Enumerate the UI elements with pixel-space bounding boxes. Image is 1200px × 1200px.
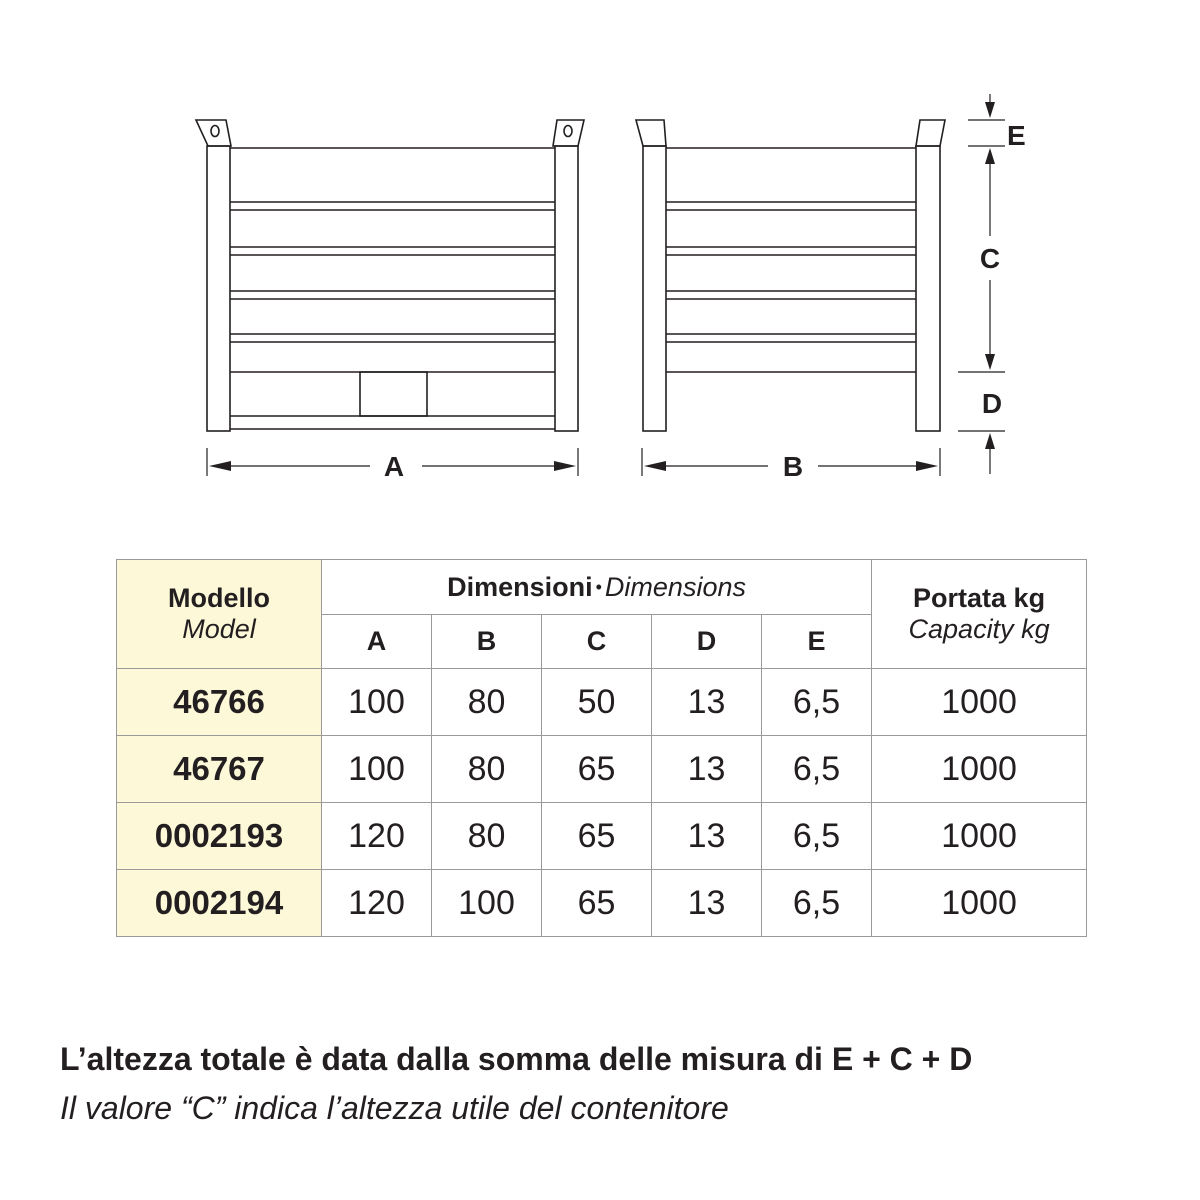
front-right-lug-hole xyxy=(564,126,572,137)
capacity-cell: 1000 xyxy=(872,803,1087,870)
value-a-cell: 100 xyxy=(322,736,432,803)
value-e-cell: 6,5 xyxy=(762,669,872,736)
value-d-cell: 13 xyxy=(652,669,762,736)
column-header-e: E xyxy=(762,615,872,669)
front-left-lifting-lug xyxy=(196,120,231,146)
front-view xyxy=(196,120,584,431)
notes xyxy=(60,1035,1180,1133)
arrow-right-icon xyxy=(916,461,938,471)
capacity-header xyxy=(872,560,1087,669)
value-b-cell: 80 xyxy=(432,803,542,870)
capacity-header-it: Portata kg xyxy=(913,583,1046,613)
side-right-lifting-lug xyxy=(916,120,945,146)
arrow-down-icon xyxy=(985,354,995,370)
dimension-a xyxy=(207,448,578,482)
table-row xyxy=(117,870,1087,937)
table-row xyxy=(117,803,1087,870)
front-center-foot xyxy=(360,372,427,416)
value-d-cell: 13 xyxy=(652,736,762,803)
table-row xyxy=(117,736,1087,803)
value-c-cell: 65 xyxy=(542,736,652,803)
model-header-it: Modello xyxy=(168,583,270,613)
value-a-cell: 120 xyxy=(322,870,432,937)
dimensions-header-en: Dimensions xyxy=(604,571,746,602)
value-b-cell: 80 xyxy=(432,669,542,736)
model-cell: 0002194 xyxy=(117,870,322,937)
capacity-cell: 1000 xyxy=(872,736,1087,803)
capacity-cell: 1000 xyxy=(872,870,1087,937)
dimension-a-label: A xyxy=(383,451,405,482)
value-c-cell: 65 xyxy=(542,870,652,937)
value-c-cell: 65 xyxy=(542,803,652,870)
table-row xyxy=(117,669,1087,736)
model-cell: 46766 xyxy=(117,669,322,736)
side-left-lifting-lug xyxy=(636,120,666,146)
front-right-post xyxy=(555,146,578,431)
value-d-cell: 13 xyxy=(652,870,762,937)
side-left-post xyxy=(643,146,666,431)
value-e-cell: 6,5 xyxy=(762,803,872,870)
arrow-down-icon xyxy=(985,102,995,118)
value-a-cell: 120 xyxy=(322,803,432,870)
value-d-cell: 13 xyxy=(652,803,762,870)
arrow-left-icon xyxy=(209,461,231,471)
column-header-d: D xyxy=(652,615,762,669)
value-c-cell: 50 xyxy=(542,669,652,736)
specification-table xyxy=(116,559,1087,937)
value-e-cell: 6,5 xyxy=(762,736,872,803)
front-left-post xyxy=(207,146,230,431)
arrow-right-icon xyxy=(554,461,576,471)
dimension-b-label: B xyxy=(782,451,804,482)
dimension-e-label: E xyxy=(1007,120,1026,151)
side-right-post xyxy=(916,146,940,431)
total-height-note: L’altezza totale è data dalla somma delle misura di E + C + D xyxy=(60,1041,973,1077)
container-technical-drawing xyxy=(0,0,1200,520)
vertical-dimensions xyxy=(958,94,1026,474)
model-header-en: Model xyxy=(182,614,256,644)
value-a-cell: 100 xyxy=(322,669,432,736)
model-header xyxy=(117,560,322,669)
dimension-c-label: C xyxy=(979,243,1001,274)
bullet-separator: • xyxy=(595,576,602,597)
value-b-cell: 80 xyxy=(432,736,542,803)
value-e-cell: 6,5 xyxy=(762,870,872,937)
column-header-c: C xyxy=(542,615,652,669)
front-right-lifting-lug xyxy=(553,120,584,146)
side-view xyxy=(636,120,945,431)
capacity-header-en: Capacity kg xyxy=(908,614,1050,644)
arrow-left-icon xyxy=(644,461,666,471)
dimensions-header xyxy=(322,560,872,615)
capacity-cell: 1000 xyxy=(872,669,1087,736)
value-b-cell: 100 xyxy=(432,870,542,937)
useful-height-note: Il valore “C” indica l’altezza utile del contenitore xyxy=(60,1090,729,1126)
header-row-top xyxy=(117,560,1087,615)
dimensions-header-it: Dimensioni xyxy=(447,571,593,602)
dimension-b xyxy=(642,448,940,482)
model-cell: 46767 xyxy=(117,736,322,803)
model-cell: 0002193 xyxy=(117,803,322,870)
dimension-d-label: D xyxy=(981,388,1003,419)
column-header-b: B xyxy=(432,615,542,669)
front-left-lug-hole xyxy=(211,126,219,137)
column-header-a: A xyxy=(322,615,432,669)
